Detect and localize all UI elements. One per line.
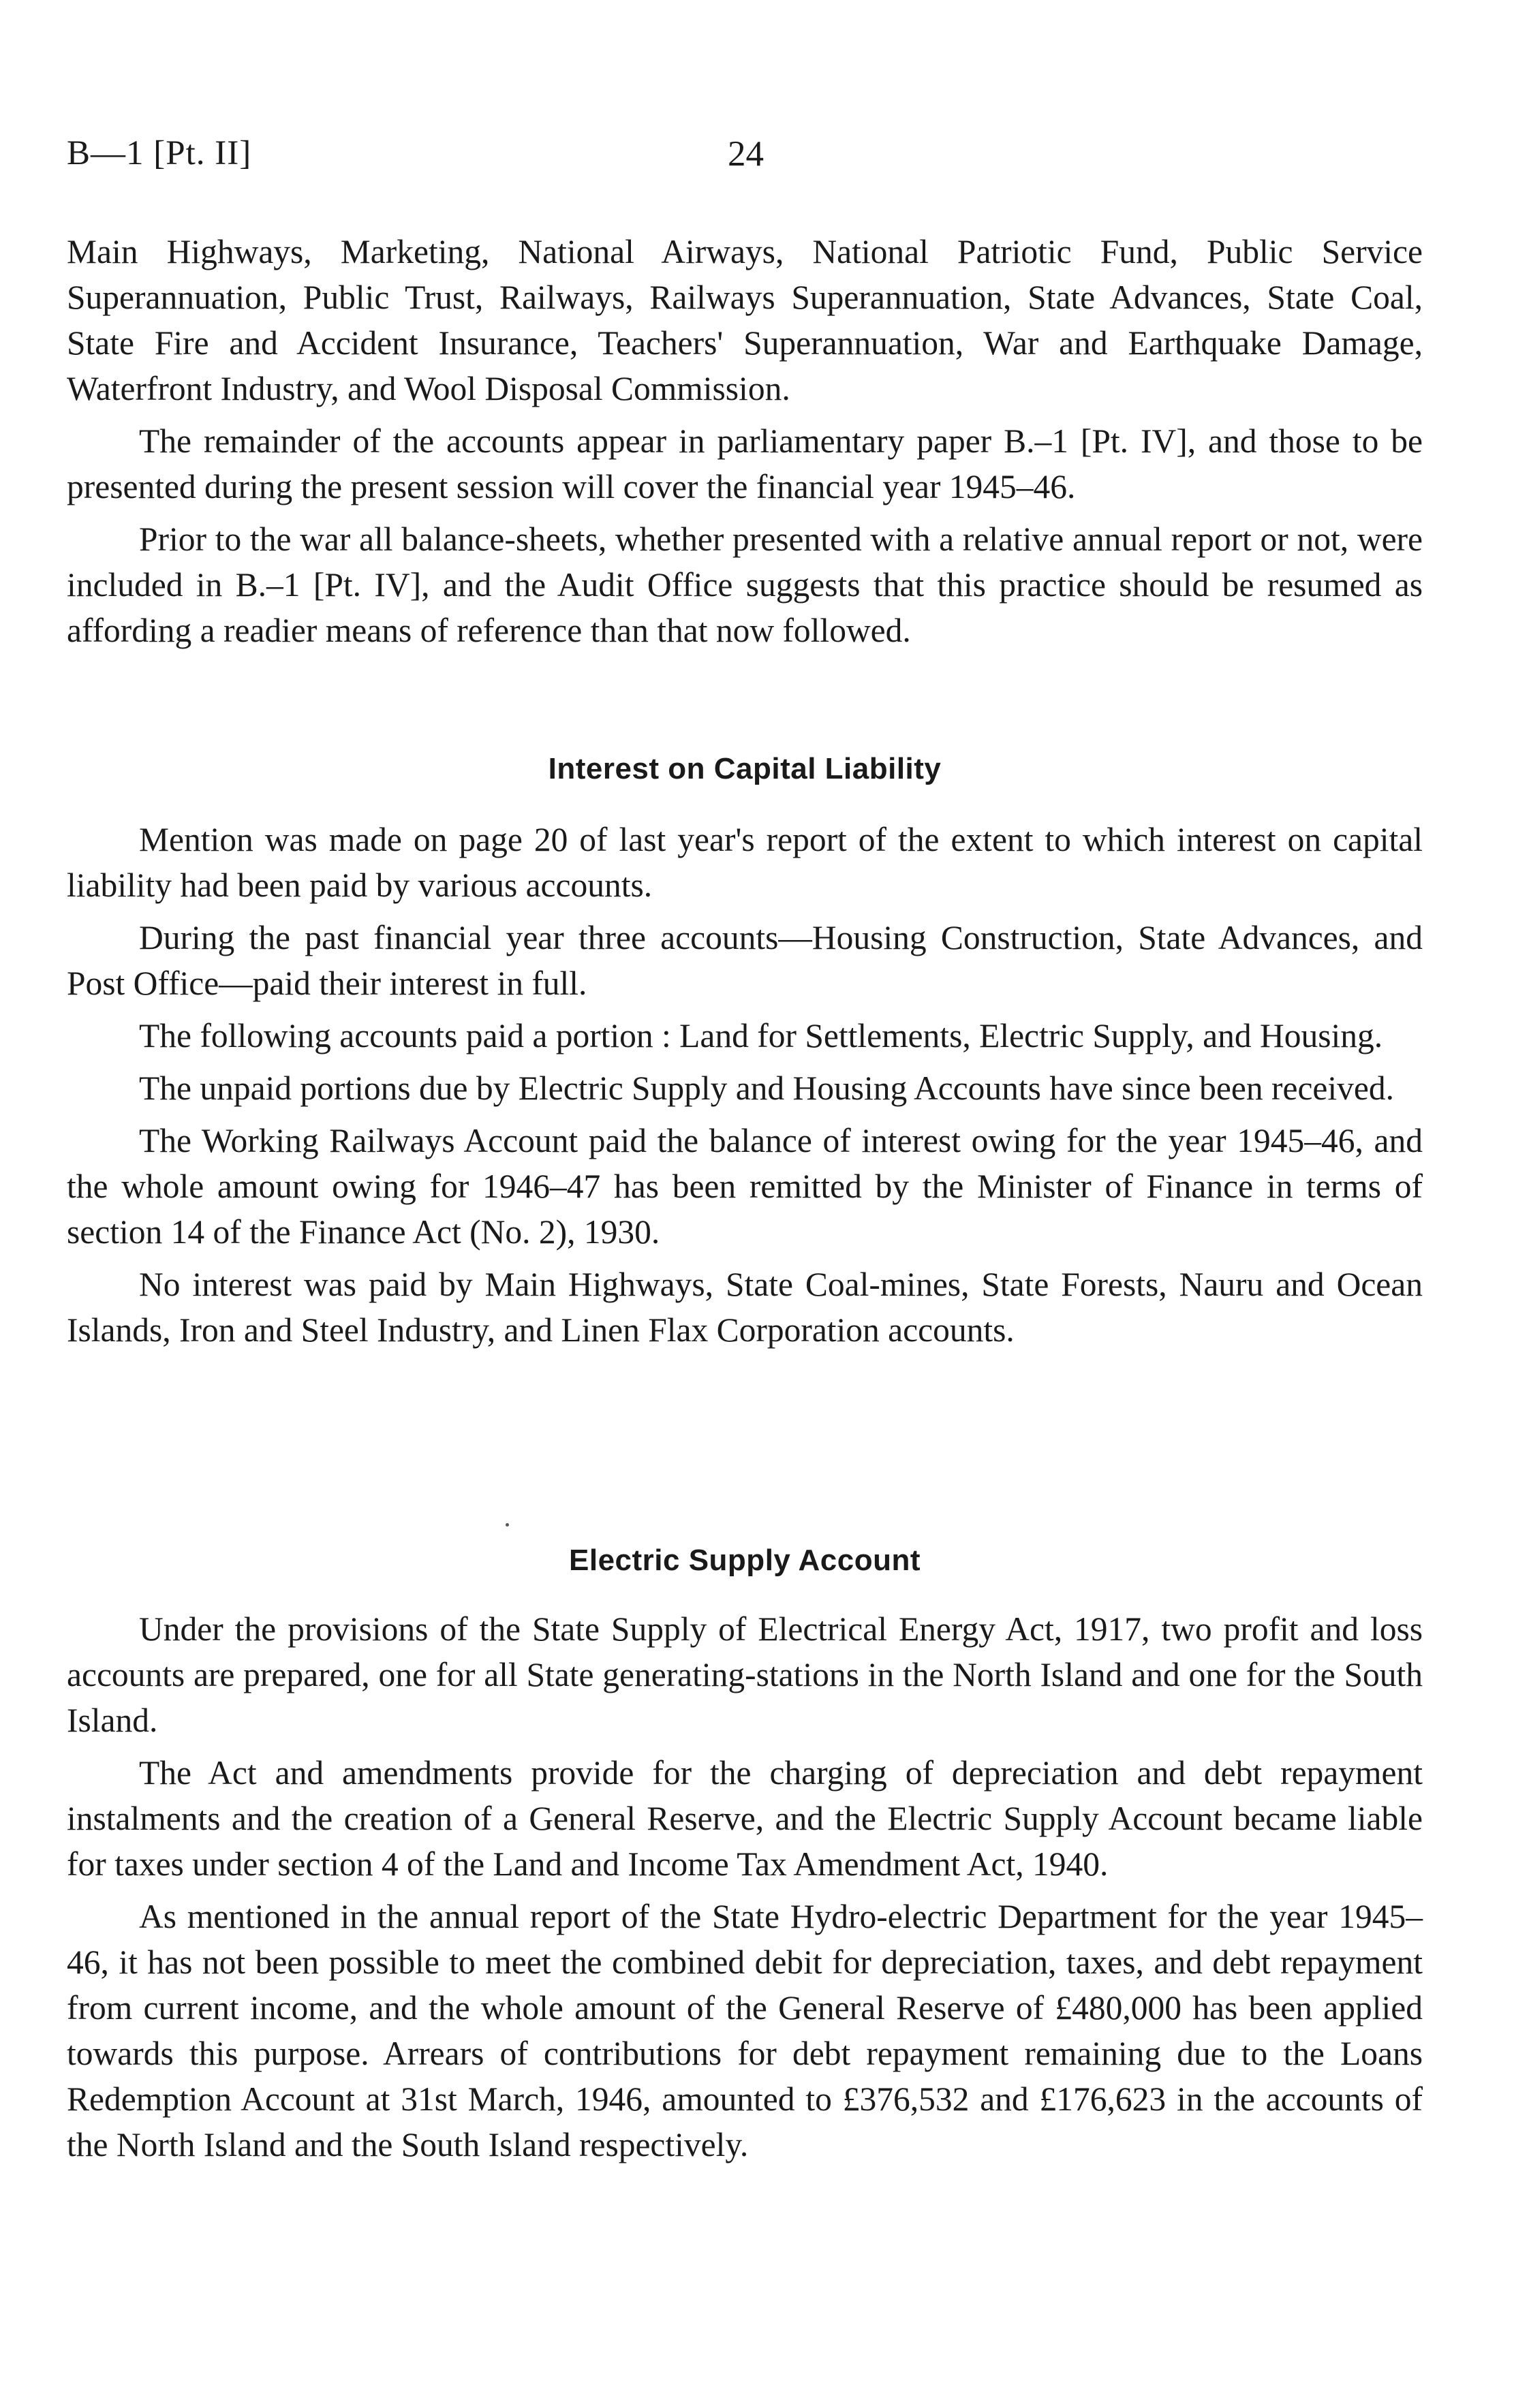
electric-paragraph: As mentioned in the annual report of the State Hydro-electric Department for the year 1945–46, it has not been possible to meet the combined debit for depreciation, taxes, and debt repayment from current income, and the whole amount of the General Reserve of £480,000 has been applied towards this purpose. Arrears of contributions for debt repayment remaining due to the Loans Redemption Account at 31st March, 1946, amounted to £376,532 and £176,623 in the accounts of the North Island and the South Island respectively. [67,1898,1423,2163]
interest-paragraph: The Working Railways Account paid the balance of interest owing for the year 1945–46, and the whole amount owing for 1946–47 has been remitted by the Minister of Finance in terms of section 14 of the Finance Act (No. 2), 1930. [67,1122,1423,1251]
interest-paragraph: During the past financial year three accounts—Housing Construction, State Advances, and Post Office—paid their interest in full. [67,919,1423,1002]
interest-paragraph: Mention was made on page 20 of last year's report of the extent to which interest on capital liability had been paid by various accounts. [67,821,1423,904]
interest-paragraph: The following accounts paid a portion : Land for Settlements, Electric Supply, and Housing. [139,1017,1383,1054]
interest-paragraph: No interest was paid by Main Highways, State Coal-mines, State Forests, Nauru and Ocean Islands, Iron and Steel Industry, and Linen Flax Corporation accounts. [67,1266,1423,1349]
interest-section-text [67,817,1423,1360]
document-reference: B—1 [Pt. II] [67,134,252,172]
print-speck [506,1523,509,1527]
intro-text [67,229,1423,660]
section-heading-interest: Interest on Capital Liability [548,752,942,785]
electric-paragraph: The Act and amendments provide for the charging of depreciation and debt repayment instalments and the creation of a General Reserve, and the Electric Supply Account became liable for taxes under section 4 of the Land and Income Tax Amendment Act, 1940. [67,1754,1423,1883]
intro-paragraph: The remainder of the accounts appear in parliamentary paper B.–1 [Pt. IV], and those to be presented during the present session will cover the financial year 1945–46. [67,422,1423,505]
interest-paragraph: The unpaid portions due by Electric Supply and Housing Accounts have since been received. [139,1069,1394,1107]
intro-paragraph: Prior to the war all balance-sheets, whether presented with a relative annual report or not, were included in B.–1 [Pt. IV], and the Audit Office suggests that this practice should be resumed as affording a readier means of reference than that now followed. [67,520,1423,649]
page-number: 24 [728,134,764,174]
intro-paragraph-continued: Main Highways, Marketing, National Airways, National Patriotic Fund, Public Service Superannuation, Public Trust, Railways, Railways Superannuation, State Advances, State Coal, State Fire and Accident Insurance, Teachers' Superannuation, War and Earthquake Damage, Waterfront Industry, and Wool Disposal Commission. [67,233,1423,407]
electric-section-text [67,1606,1423,2174]
electric-paragraph: Under the provisions of the State Supply of Electrical Energy Act, 1917, two profit and loss accounts are prepared, one for all State generating-stations in the North Island and one for the South Island. [67,1610,1423,1739]
section-heading-electric-supply: Electric Supply Account [569,1544,921,1577]
